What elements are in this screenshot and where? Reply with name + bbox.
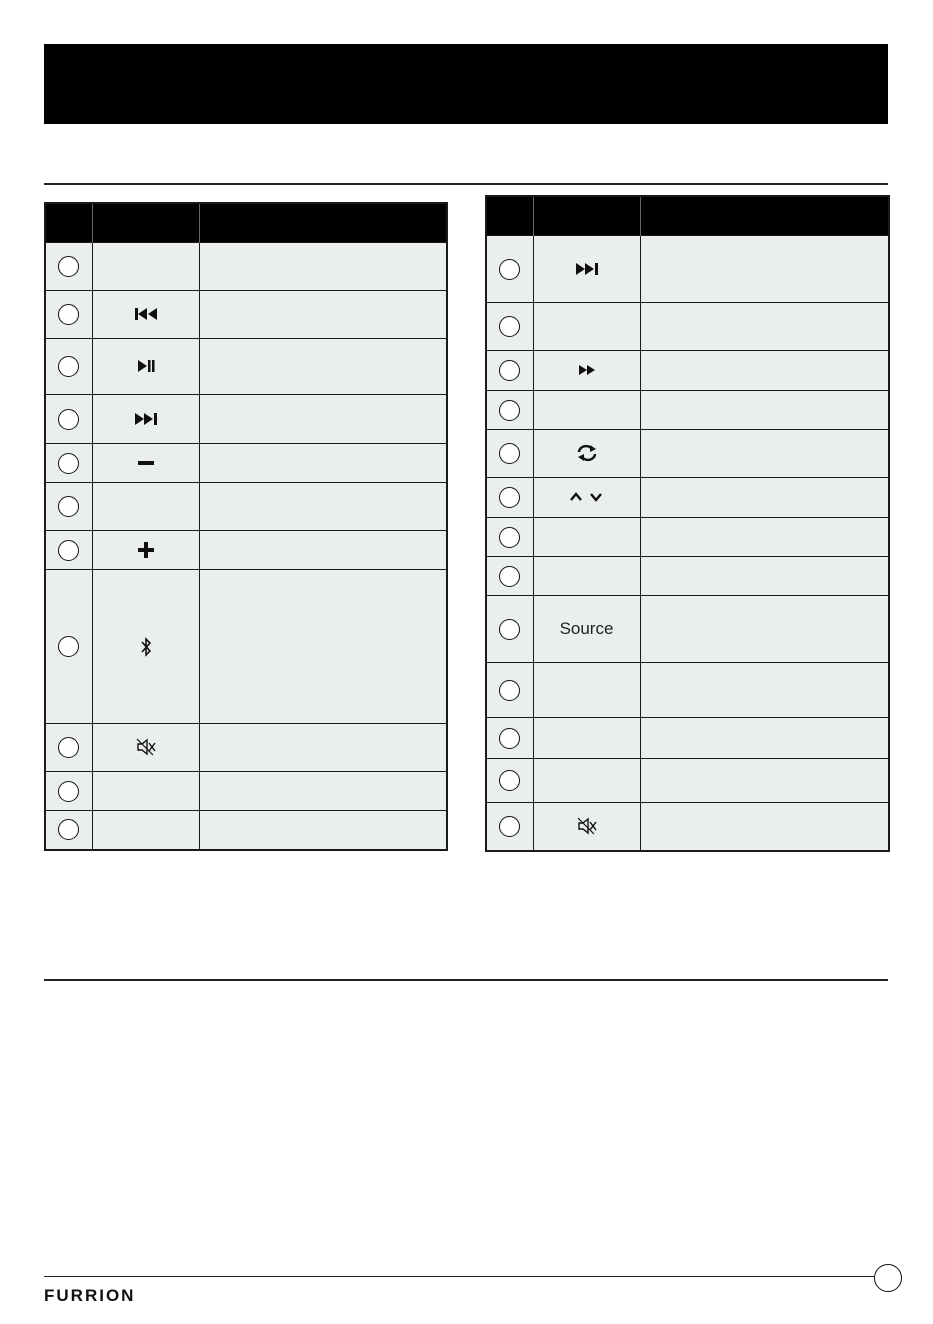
callout-number-circle bbox=[58, 496, 79, 517]
table-row bbox=[486, 303, 889, 351]
right-controls-table bbox=[485, 195, 890, 852]
callout-number-circle bbox=[499, 816, 520, 837]
table-row bbox=[486, 351, 889, 391]
repeat-icon bbox=[576, 444, 598, 462]
callout-number-circle bbox=[58, 540, 79, 561]
callout-number-circle bbox=[499, 566, 520, 587]
skip-forward-icon bbox=[134, 411, 158, 427]
table-row bbox=[486, 236, 889, 303]
callout-number-circle bbox=[499, 680, 520, 701]
plus-icon bbox=[137, 541, 155, 559]
callout-number-circle bbox=[499, 316, 520, 337]
callout-number-circle bbox=[58, 304, 79, 325]
skip-back-icon bbox=[134, 306, 158, 322]
table-header-row bbox=[486, 196, 889, 236]
callout-number-circle bbox=[58, 819, 79, 840]
callout-number-circle bbox=[499, 400, 520, 421]
table-row bbox=[45, 531, 447, 570]
up-down-chevron-icon bbox=[567, 490, 607, 504]
furrion-logo: FURRION bbox=[44, 1286, 136, 1305]
callout-number-circle bbox=[58, 781, 79, 802]
callout-number-circle bbox=[499, 619, 520, 640]
callout-number-circle bbox=[499, 728, 520, 749]
table-row bbox=[45, 291, 447, 339]
table-row bbox=[486, 718, 889, 759]
footer-rule bbox=[44, 1276, 874, 1277]
source-label: Source bbox=[559, 619, 614, 638]
callout-number-circle bbox=[499, 259, 520, 280]
callout-number-circle bbox=[58, 356, 79, 377]
callout-number-circle bbox=[58, 256, 79, 277]
table-row bbox=[45, 444, 447, 483]
table-row bbox=[486, 596, 889, 663]
callout-number-circle bbox=[58, 453, 79, 474]
callout-number-circle bbox=[499, 527, 520, 548]
table-row bbox=[486, 557, 889, 596]
table-row bbox=[45, 339, 447, 395]
table-header-row bbox=[45, 203, 447, 243]
callout-number-circle bbox=[499, 487, 520, 508]
table-row bbox=[486, 759, 889, 803]
callout-number-circle bbox=[499, 360, 520, 381]
table-row bbox=[486, 391, 889, 430]
table-row bbox=[486, 478, 889, 518]
play-pause-icon bbox=[137, 358, 155, 374]
callout-number-circle bbox=[58, 737, 79, 758]
table-row bbox=[45, 570, 447, 724]
mute-speaker-icon bbox=[577, 817, 597, 835]
skip-forward-icon bbox=[575, 261, 599, 277]
table-row bbox=[486, 663, 889, 718]
callout-number-circle bbox=[58, 636, 79, 657]
minus-icon bbox=[137, 458, 155, 468]
bluetooth-icon bbox=[140, 637, 152, 657]
section-rule-bottom bbox=[44, 979, 888, 981]
table-row bbox=[45, 395, 447, 444]
section-rule-top bbox=[44, 183, 888, 185]
table-row bbox=[486, 430, 889, 478]
table-row bbox=[486, 518, 889, 557]
callout-number-circle bbox=[499, 770, 520, 791]
table-row bbox=[45, 811, 447, 850]
left-controls-table bbox=[44, 202, 448, 851]
table-row bbox=[45, 724, 447, 772]
table-row bbox=[45, 483, 447, 531]
mute-speaker-icon bbox=[136, 738, 156, 756]
callout-number-circle bbox=[58, 409, 79, 430]
page-number-circle bbox=[874, 1264, 902, 1292]
table-row bbox=[486, 803, 889, 851]
callout-number-circle bbox=[499, 443, 520, 464]
fast-forward-icon bbox=[578, 364, 596, 376]
table-row bbox=[45, 243, 447, 291]
table-row bbox=[45, 772, 447, 811]
header-banner bbox=[44, 44, 888, 124]
